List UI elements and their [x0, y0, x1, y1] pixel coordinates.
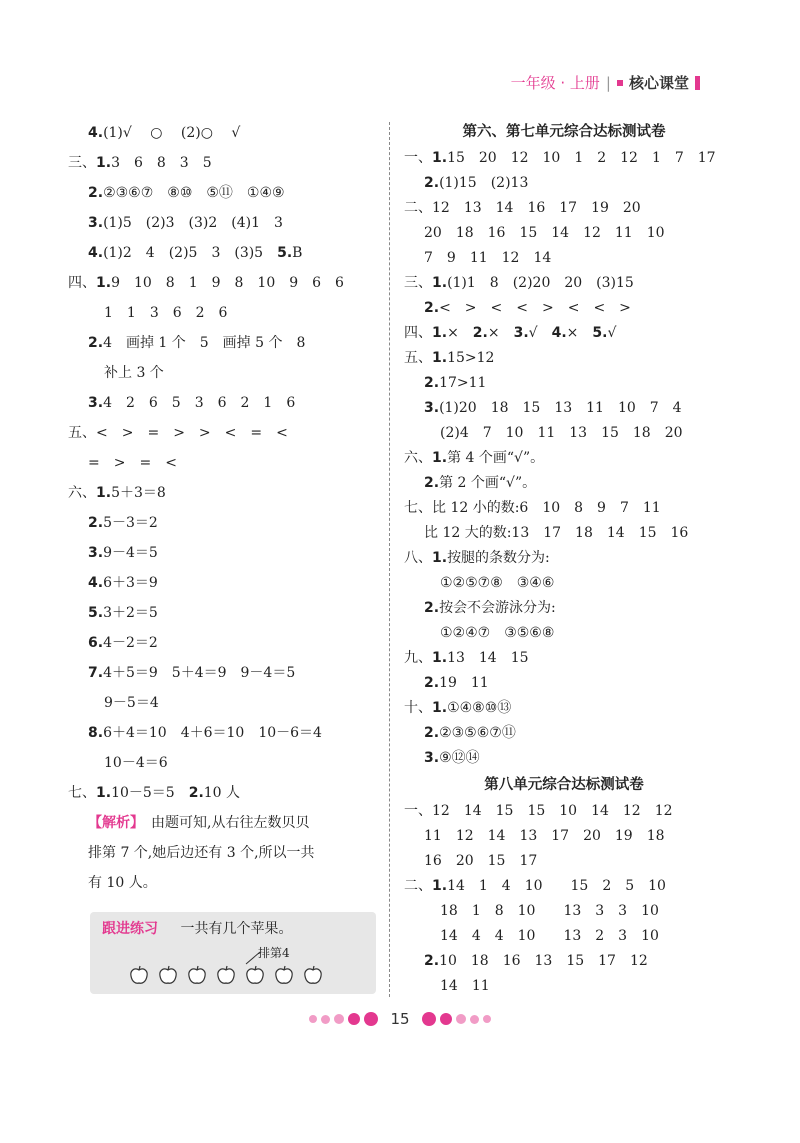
- answer-line: [68, 718, 378, 748]
- section-number: 六、: [68, 485, 96, 501]
- apple-icon: [302, 964, 324, 986]
- answer-text: 18 1 8 10 13 3 3 10: [440, 903, 659, 919]
- dot-icon: [348, 1013, 360, 1025]
- answer-line: [404, 446, 724, 471]
- answer-text: √: [528, 325, 552, 341]
- answer-line: [68, 298, 378, 328]
- answer-text: 19 11: [439, 675, 489, 691]
- answer-text: 10－5＝5: [111, 785, 189, 801]
- answer-line: [404, 696, 724, 721]
- analysis-line: [88, 838, 378, 868]
- answer-text: 10－4＝6: [104, 755, 168, 771]
- item-number: 3.: [88, 395, 104, 411]
- answer-line: [68, 628, 378, 658]
- left-column: [68, 118, 378, 898]
- answer-line: [404, 746, 724, 771]
- item-number: 2.: [188, 785, 204, 801]
- item-number: 7.: [88, 665, 104, 681]
- answer-line: [404, 849, 724, 874]
- answer-line: [68, 328, 378, 358]
- answer-text: 12 14 15 15 10 14 12 12: [432, 803, 673, 819]
- section-number: 五、: [404, 350, 432, 366]
- grade-label: 一年级 · 上册: [510, 74, 600, 92]
- answer-line: [68, 418, 378, 448]
- answer-text: 14 4 4 10 13 2 3 10: [440, 928, 659, 944]
- item-number: 3.: [424, 400, 440, 416]
- answer-line: [404, 171, 724, 196]
- apple-icon: [128, 964, 150, 986]
- practice-mark: 排第4: [258, 946, 290, 960]
- answer-line: [404, 196, 724, 221]
- answer-line: [404, 596, 724, 621]
- answer-line: [404, 721, 724, 746]
- answer-text: 6＋4＝10 4＋6＝10 10－6＝4: [103, 725, 322, 741]
- apple-icon: [157, 964, 179, 986]
- item-number: 8.: [88, 725, 104, 741]
- section-title-unit-8: 第八单元综合达标测试卷: [484, 777, 644, 793]
- answer-line: [404, 546, 724, 571]
- answer-line: [404, 346, 724, 371]
- answer-line: [404, 671, 724, 696]
- answer-line: [404, 824, 724, 849]
- answer-line: [68, 508, 378, 538]
- answer-text: < > < < > < < >: [439, 300, 631, 316]
- answer-text: 补上 3 个: [104, 365, 164, 381]
- analysis-label: 【解析】: [88, 815, 137, 831]
- analysis-block: [68, 808, 378, 898]
- item-number: 5.: [592, 325, 608, 341]
- item-number: 2.: [472, 325, 488, 341]
- section-number: 二、: [404, 878, 432, 894]
- item-number: 2.: [424, 725, 440, 741]
- item-number: 1.: [432, 878, 448, 894]
- dot-icon: [456, 1014, 466, 1024]
- section-number: 四、: [68, 275, 96, 291]
- answer-text: 第 4 个画“√”。: [447, 450, 545, 466]
- item-number: 1.: [432, 550, 448, 566]
- answer-text: 9－4＝5: [103, 545, 158, 561]
- answer-text: 按腿的条数分为:: [447, 550, 550, 566]
- answer-text: 16 20 15 17: [424, 853, 538, 869]
- section-number: 七、: [68, 785, 96, 801]
- analysis-text: 由题可知,从右往左数贝贝: [137, 815, 310, 831]
- item-number: 3.: [88, 545, 104, 561]
- analysis-line: [88, 868, 378, 898]
- dot-icon: [422, 1012, 436, 1026]
- answer-text: ⑨⑫⑭: [439, 750, 480, 766]
- answer-line: [68, 748, 378, 778]
- answer-line: [404, 571, 724, 596]
- answer-line: [68, 598, 378, 628]
- practice-box: [90, 912, 376, 994]
- accent-bar-icon: [695, 76, 700, 90]
- answer-line: [404, 146, 724, 171]
- apple-icon: [186, 964, 208, 986]
- item-number: 2.: [88, 335, 104, 351]
- answer-text: 4－2＝2: [103, 635, 158, 651]
- section-number: 十、: [404, 700, 432, 716]
- item-number: 1.: [96, 785, 112, 801]
- answer-text: < > = > > < = <: [96, 425, 288, 441]
- answer-line: [404, 799, 724, 824]
- answer-text: 15>12: [447, 350, 495, 366]
- answer-text: ×: [447, 325, 473, 341]
- answer-text: 1 1 3 6 2 6: [104, 305, 228, 321]
- answer-text: 17>11: [439, 375, 487, 391]
- apple-icon: [273, 964, 295, 986]
- item-number: 2.: [424, 375, 440, 391]
- section-number: 一、: [404, 150, 432, 166]
- answer-text: 第 2 个画“√”。: [439, 475, 537, 491]
- answer-text: 10 人: [203, 785, 241, 801]
- answer-text: ①④⑧⑩⑬: [447, 700, 512, 716]
- answer-text: 20 18 16 15 14 12 11 10: [424, 225, 665, 241]
- apple-row: [128, 964, 324, 986]
- answer-line: [68, 448, 378, 478]
- item-number: 1.: [432, 275, 448, 291]
- answer-line: [68, 148, 378, 178]
- answer-line: [404, 646, 724, 671]
- item-number: 1.: [432, 150, 448, 166]
- section-number: 八、: [404, 550, 432, 566]
- answer-text: 9 10 8 1 9 8 10 9 6 6: [111, 275, 344, 291]
- item-number: 2.: [424, 953, 440, 969]
- answer-text: 3 6 8 3 5: [111, 155, 212, 171]
- item-number: 3.: [88, 215, 104, 231]
- answer-line: [404, 296, 724, 321]
- answer-line: [404, 924, 724, 949]
- dot-icon: [364, 1012, 378, 1026]
- item-number: 2.: [88, 515, 104, 531]
- answer-text: 比 12 小的数:6 10 8 9 7 11: [432, 500, 661, 516]
- item-number: 1.: [96, 485, 112, 501]
- item-number: 2.: [88, 185, 104, 201]
- page-header: [511, 72, 700, 93]
- section-number: 一、: [404, 803, 432, 819]
- answer-line: [68, 358, 378, 388]
- item-number: 1.: [432, 700, 448, 716]
- answer-text: (1)20 18 15 13 11 10 7 4: [439, 400, 682, 416]
- answer-text: 5＋3＝8: [111, 485, 166, 501]
- answer-line: [404, 221, 724, 246]
- apple-icon: [215, 964, 237, 986]
- answer-line: [68, 238, 378, 268]
- answer-line: [404, 471, 724, 496]
- answer-line: [68, 268, 378, 298]
- answer-text: 5－3＝2: [103, 515, 158, 531]
- answer-text: 比 12 大的数:13 17 18 14 15 16: [424, 525, 689, 541]
- answer-text: 11 12 14 13 17 20 19 18: [424, 828, 665, 844]
- answer-text: ×: [487, 325, 514, 341]
- answer-text: 12 13 14 16 17 19 20: [432, 200, 641, 216]
- dot-icon: [334, 1014, 344, 1024]
- analysis-line: [88, 808, 378, 838]
- right-column: [404, 118, 724, 999]
- answer-text: ①②⑤⑦⑧ ③④⑥: [440, 575, 555, 591]
- answer-text: 4 画掉 1 个 5 画掉 5 个 8: [103, 335, 306, 351]
- answer-line: [68, 178, 378, 208]
- column-divider: [389, 122, 390, 997]
- answer-text: = > = <: [88, 455, 177, 471]
- answer-text: (1)2 4 (2)5 3 (3)5: [103, 245, 278, 261]
- section-number: 四、: [404, 325, 432, 341]
- answer-line: [404, 496, 724, 521]
- item-number: 2.: [424, 300, 440, 316]
- item-number: 1.: [96, 155, 112, 171]
- apple-icon: [244, 964, 266, 986]
- brand-title: 核心课堂: [628, 74, 689, 92]
- page-number: 15: [390, 1010, 410, 1028]
- answer-line: [404, 246, 724, 271]
- answer-text: 4 2 6 5 3 6 2 1 6: [103, 395, 296, 411]
- item-number: 1.: [432, 650, 448, 666]
- answer-line: [404, 271, 724, 296]
- answer-text: 14 1 4 10 15 2 5 10: [447, 878, 666, 894]
- answer-line: [404, 521, 724, 546]
- answer-line: [404, 874, 724, 899]
- item-number: 4.: [551, 325, 567, 341]
- section-number: 七、: [404, 500, 432, 516]
- item-number: 6.: [88, 635, 104, 651]
- answer-text: 15 20 12 10 1 2 12 1 7 17: [447, 150, 716, 166]
- practice-question: 一共有几个苹果。: [180, 921, 293, 937]
- section-number: 三、: [68, 155, 96, 171]
- answer-line: [68, 388, 378, 418]
- answer-line: [404, 421, 724, 446]
- item-number: 1.: [432, 450, 448, 466]
- answer-line: [68, 538, 378, 568]
- item-number: 5.: [88, 605, 104, 621]
- item-number: 3.: [513, 325, 529, 341]
- answer-text: ②③⑥⑦ ⑧⑩ ⑤⑪ ①④⑨: [103, 185, 285, 201]
- answer-text: 9－5＝4: [104, 695, 159, 711]
- item-number: 2.: [424, 175, 440, 191]
- answer-line: [68, 208, 378, 238]
- answer-text: 10 18 16 13 15 17 12: [439, 953, 648, 969]
- dot-icon: [321, 1015, 330, 1024]
- dot-icon: [470, 1015, 479, 1024]
- practice-label: 跟进练习: [102, 921, 158, 937]
- section-title-units-6-7: 第六、第七单元综合达标测试卷: [462, 124, 666, 140]
- answer-text: 3＋2＝5: [103, 605, 158, 621]
- item-number: 5.: [277, 245, 293, 261]
- answer-line: [68, 778, 378, 808]
- answer-text: √: [607, 325, 617, 341]
- answer-text: (1)1 8 (2)20 20 (3)15: [447, 275, 634, 291]
- square-icon: [617, 80, 623, 86]
- answer-line: [68, 688, 378, 718]
- section-number: 九、: [404, 650, 432, 666]
- answer-line: [68, 118, 378, 148]
- section-number: 三、: [404, 275, 432, 291]
- header-separator: |: [605, 73, 611, 92]
- answer-text: ①②④⑦ ③⑤⑥⑧: [440, 625, 555, 641]
- answer-text: 14 11: [440, 978, 490, 994]
- answer-text: 7 9 11 12 14: [424, 250, 552, 266]
- answer-line: [404, 371, 724, 396]
- answer-line: [68, 658, 378, 688]
- answer-text: (1)5 (2)3 (3)2 (4)1 3: [103, 215, 283, 231]
- answer-text: (2)4 7 10 11 13 15 18 20: [440, 425, 683, 441]
- answer-line: [404, 974, 724, 999]
- answer-text: ×: [566, 325, 593, 341]
- item-number: 1.: [432, 350, 448, 366]
- answer-line: [404, 899, 724, 924]
- answer-line: [404, 621, 724, 646]
- section-number: 二、: [404, 200, 432, 216]
- analysis-text: 有 10 人。: [88, 875, 157, 891]
- item-number: 2.: [424, 675, 440, 691]
- item-number: 4.: [88, 575, 104, 591]
- answer-text: ②③⑤⑥⑦⑪: [439, 725, 516, 741]
- answer-line: [404, 396, 724, 421]
- answer-line: [404, 949, 724, 974]
- answer-line: [68, 568, 378, 598]
- answer-text: 6＋3＝9: [103, 575, 158, 591]
- item-number: 2.: [424, 475, 440, 491]
- section-number: 五、: [68, 425, 96, 441]
- answer-line: [68, 478, 378, 508]
- item-number: 1.: [96, 275, 112, 291]
- practice-header: [102, 918, 292, 938]
- answer-text: 4＋5＝9 5＋4＝9 9－4＝5: [103, 665, 296, 681]
- answer-text: 13 14 15: [447, 650, 529, 666]
- item-number: 2.: [424, 600, 440, 616]
- answer-text: (1)15 (2)13: [439, 175, 529, 191]
- dot-icon: [483, 1015, 491, 1023]
- item-number: 1.: [432, 325, 448, 341]
- answer-text: B: [292, 245, 303, 261]
- dot-icon: [309, 1015, 317, 1023]
- item-number: 4.: [88, 245, 104, 261]
- answer-text: (1)√ ○ (2)○ √: [103, 125, 241, 141]
- item-number: 4.: [88, 125, 104, 141]
- item-number: 3.: [424, 750, 440, 766]
- answer-text: 按会不会游泳分为:: [439, 600, 556, 616]
- page-footer: [0, 1010, 800, 1028]
- analysis-text: 排第 7 个,她后边还有 3 个,所以一共: [88, 845, 315, 861]
- dot-icon: [440, 1013, 452, 1025]
- answer-line: [404, 321, 724, 346]
- section-number: 六、: [404, 450, 432, 466]
